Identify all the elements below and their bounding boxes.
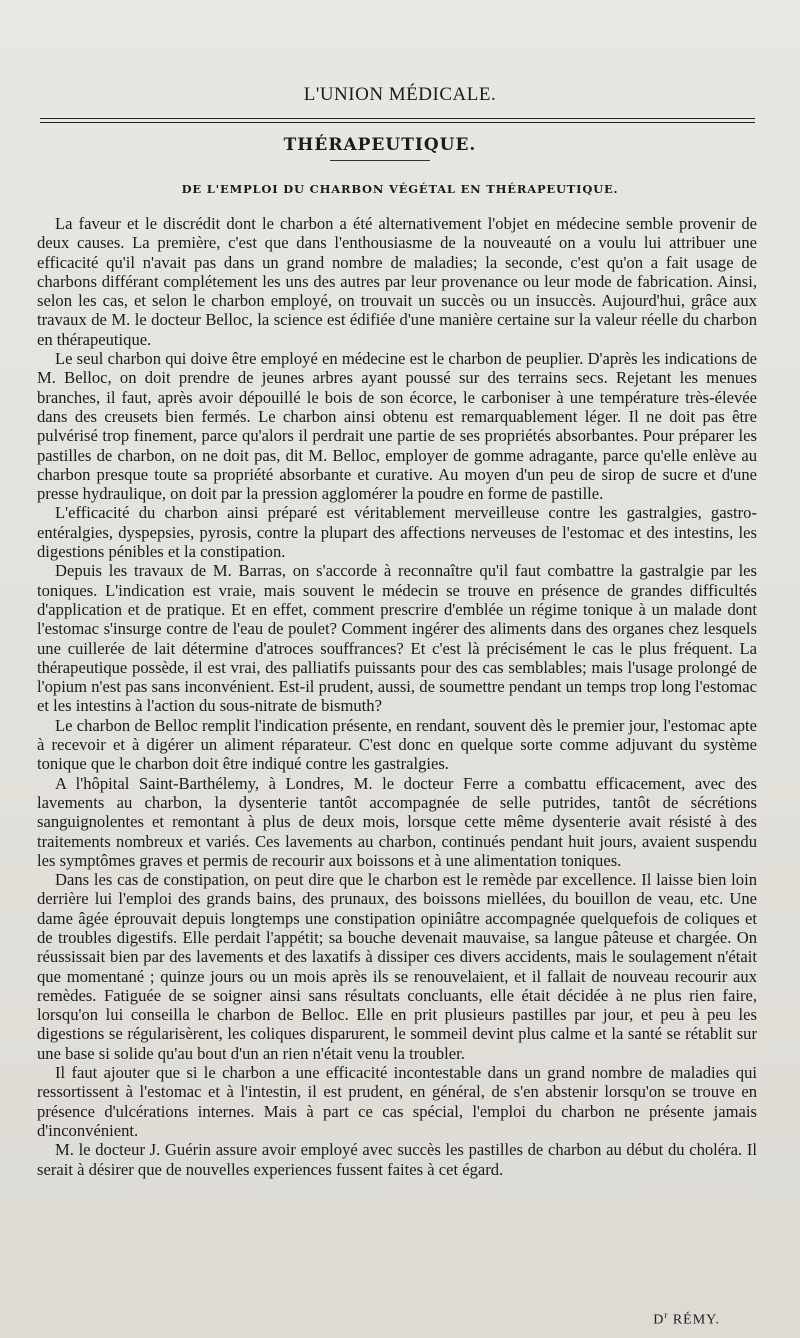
section-title-underline <box>330 160 430 161</box>
paragraph: La faveur et le discrédit dont le charbon a été alternativement l'objet en médecine semble provenir de deux causes. La première, c'est que dans l'enthousiasme de la nouveauté on a voulu lui attribuer une efficacité qu'il n'avait pas dans un grand nombre de maladies; la seconde, c'est qu'on a fait usage de charbons différant complétement les uns des autres par leur provenance ou leur mode de fabrication. Ainsi, selon les cas, et selon le charbon employé, on trouvait un succès ou un insuccès. Aujourd'hui, grâce aux travaux de M. le docteur Belloc, la science est édifiée d'une manière certaine sur la valeur réelle du charbon en thérapeutique. <box>37 214 757 349</box>
paragraph: Dans les cas de constipation, on peut dire que le charbon est le remède par excellence. Il laisse bien loin derrière lui l'emploi des grands bains, des prunaux, des boissons miellées, du bouillon de veau, etc. Une dame âgée éprouvait depuis longtemps une constipation opiniâtre accompagnée quelquefois de coliques et de troubles digestifs. Elle perdait l'appétit; sa bouche devenait mauvaise, sa langue pâteuse et chargée. On réussissait bien par des lavements et des laxatifs à dissiper ces divers accidents, mais le soulagement n'était que momentané ; quinze jours ou un mois après ils se renouvelaient, et il fallait de nouveau recourir aux remèdes. Fatiguée de se soigner ainsi sans résultats concluants, elle était décidée à ne plus rien faire, lorsqu'on lui conseilla le charbon de Belloc. Elle en prit plusieurs pastilles par jour, et peu à peu les digestions se régularisèrent, les coliques disparurent, le sommeil devint plus calme et la santé se rétablit sur une base si solide qu'au bout d'un an rien n'était venu la troubler. <box>37 870 757 1063</box>
paragraph: M. le docteur J. Guérin assure avoir employé avec succès les pastilles de charbon au début du choléra. Il serait à désirer que de nouvelles experiences fussent faites à cet égard. <box>37 1140 757 1179</box>
paragraph: Le seul charbon qui doive être employé en médecine est le charbon de peuplier. D'après les indications de M. Belloc, on doit prendre de jeunes arbres ayant poussé sur des terrains secs. Rejetant les menues branches, il faut, après avoir dépouillé le bois de son écorce, le carboniser à une température très-élevée dans des creusets bien fermés. Le charbon ainsi obtenu est remarquablement léger. Il ne doit pas être pulvérisé trop finement, parce qu'alors il perdrait une partie de ses propriétés absorbantes. Pour préparer les pastilles de charbon, on ne doit pas, dit M. Belloc, employer de gomme adragante, parce qu'elle enlève au charbon presque toute sa propriété absorbante et curative. Au moyen d'un peu de sirop de sucre et d'une presse hydraulique, on doit par la pression agglomérer la poudre en forme de pastille. <box>37 349 757 504</box>
header-rule-thick <box>40 122 755 123</box>
author-signature <box>560 1310 720 1329</box>
article-subtitle: DE L'EMPLOI DU CHARBON VÉGÉTAL EN THÉRAPEUTIQUE. <box>181 182 619 196</box>
signature-prefix-sup: r <box>664 1310 669 1320</box>
section-title: THÉRAPEUTIQUE. <box>283 135 477 155</box>
paragraph: L'efficacité du charbon ainsi préparé est véritablement merveilleuse contre les gastralgies, gastro-entéralgies, dyspepsies, pyrosis, contre la plupart des affections nerveuses de l'estomac et des intestins, les digestions pénibles et la constipation. <box>37 503 757 562</box>
header-rule-thin <box>40 118 755 119</box>
paragraph: Il faut ajouter que si le charbon a une efficacité incontestable dans un grand nombre de maladies qui ressortissent à l'estomac et à l'intestin, il est prudent, en général, de s'en abstenir lorsqu'on se trouve en présence d'ulcérations internes. Mais à part ce cas spécial, l'emploi du charbon ne présente jamais d'inconvénient. <box>37 1063 757 1140</box>
article-body <box>37 214 757 1179</box>
signature-prefix: D <box>653 1312 665 1328</box>
paragraph: A l'hôpital Saint-Barthélemy, à Londres, M. le docteur Ferre a combattu efficacement, avec des lavements au charbon, la dysenterie tantôt accompagnée de selle putrides, tantôt de sécrétions sanguignolentes et remontant à plus de deux mois, lorsque cette même dysenterie avait résisté à des traitements nombreux et variés. Ces lavements au charbon, continués pendant huit jours, avaient suspendu les symptômes graves et permis de recourir aux boissons et à une alimentation toniques. <box>37 773 757 870</box>
paragraph: Le charbon de Belloc remplit l'indication présente, en rendant, souvent dès le premier jour, l'estomac apte à recevoir et à digérer un aliment réparateur. C'est donc en quelque sorte comme adjuvant du système tonique que le charbon doit être indiqué contre les gastralgies. <box>37 715 757 774</box>
paragraph: Depuis les travaux de M. Barras, on s'accorde à reconnaître qu'il faut combattre la gastralgie par les toniques. L'indication est vraie, mais souvent le médecin se trouve en présence de grandes difficultés d'application et de pratique. Et en effet, comment prescrire d'emblée un régime tonique à un malade dont l'estomac s'insurge contre de l'eau de poulet? Comment ingérer des aliments dans des organes chez lesquels une cuillerée de lait détermine d'atroces souffrances? Et c'est là précisément le cas le plus fréquent. La thérapeutique possède, il est vrai, des palliatifs puissants pour des cas semblables; mais l'usage prolongé de l'opium n'est pas sans inconvénient. Est-il prudent, aussi, de soumettre pendant un temps trop long l'estomac et les intestins à l'action du sous-nitrate de bismuth? <box>37 561 757 716</box>
signature-name: RÉMY. <box>672 1312 720 1328</box>
masthead-title: L'UNION MÉDICALE. <box>303 84 497 105</box>
